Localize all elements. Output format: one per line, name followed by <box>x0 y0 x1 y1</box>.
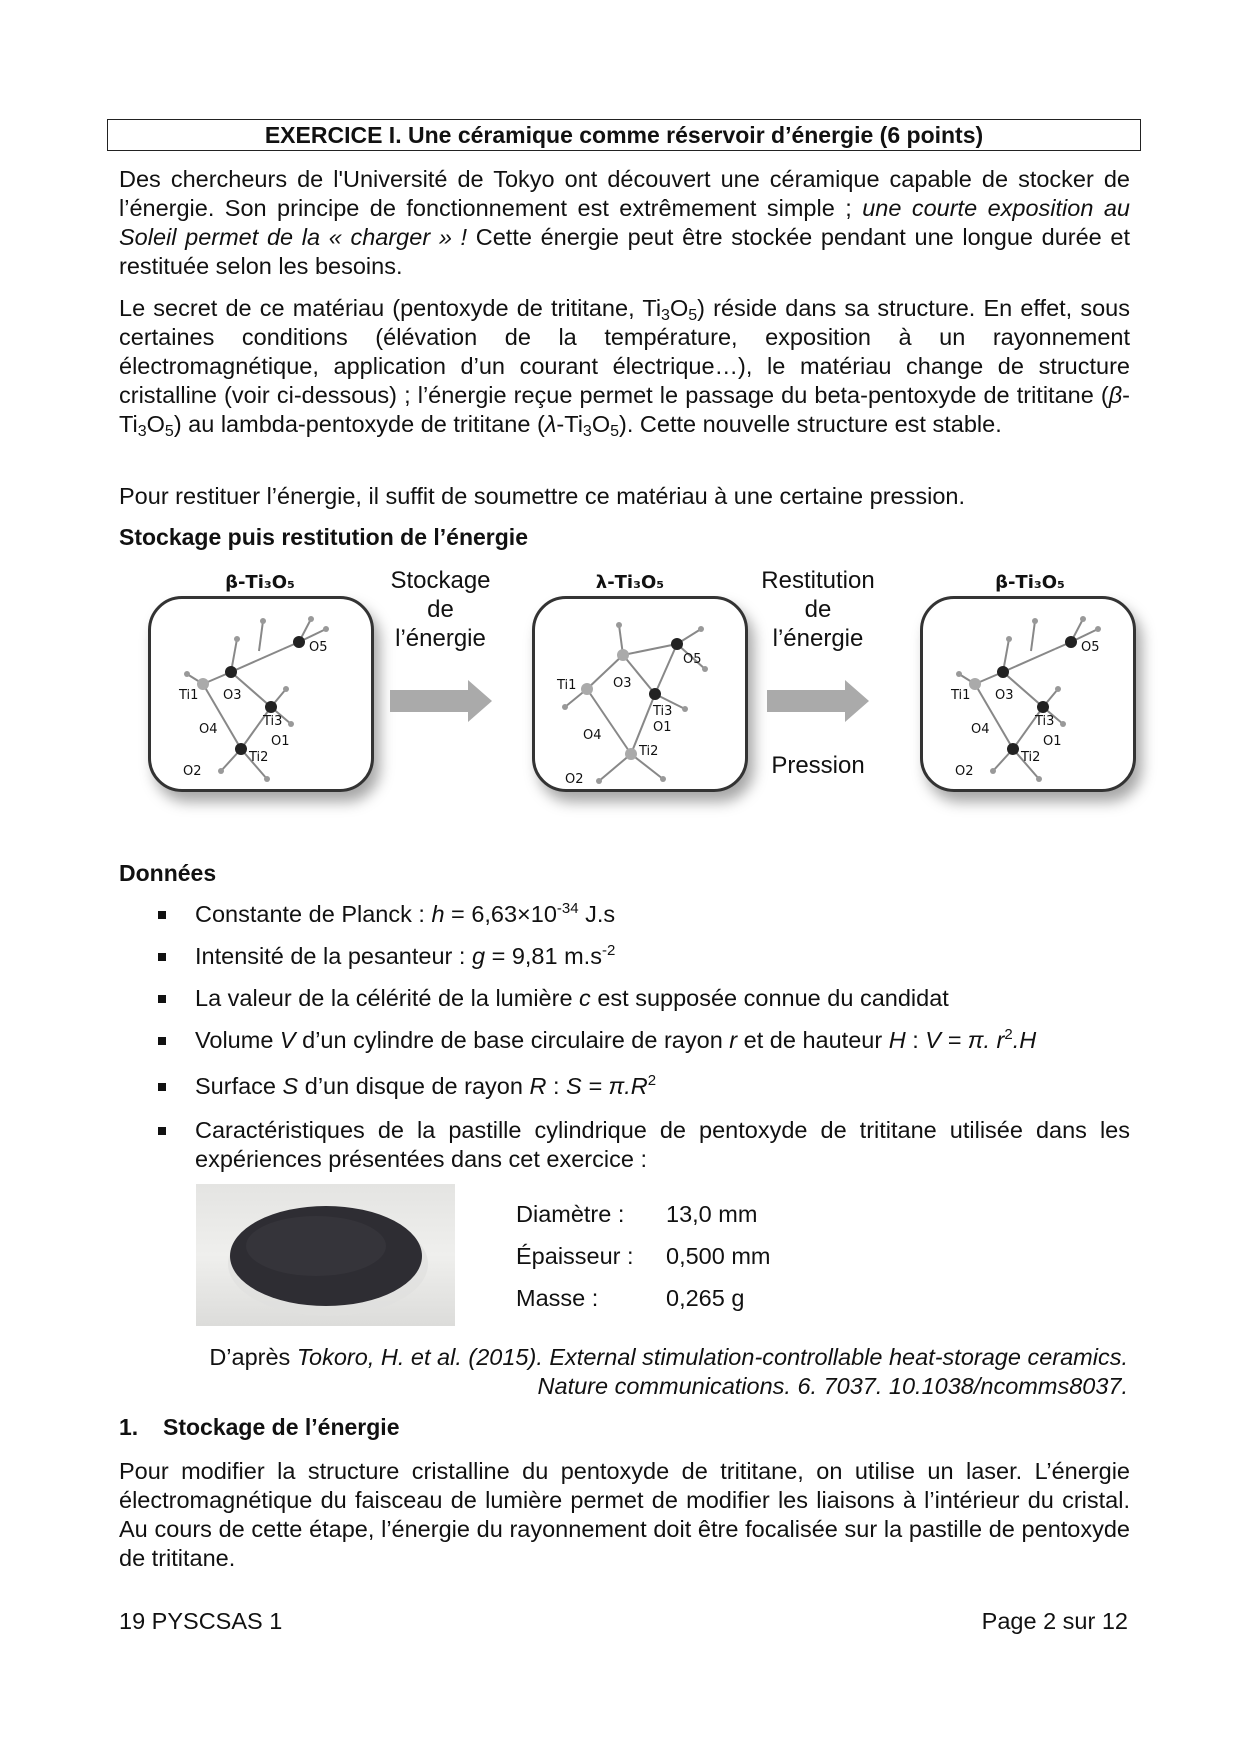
panel3-label: β-Ti₃O₅ <box>995 572 1065 593</box>
atom-label-o3: O3 <box>223 688 242 703</box>
atom-label-ti2: Ti2 <box>249 750 269 765</box>
atom-label-ti1: Ti1 <box>179 688 199 703</box>
atom-label-o4: O4 <box>199 722 218 737</box>
atom-label-ti3: Ti3 <box>263 714 283 729</box>
list-item: Volume V d’un cylindre de base circulaire de rayon r et de hauteur H : V = π. $r^2.H$ <box>158 1026 1130 1072</box>
arrow2-caption: Restitution de l’énergie <box>761 567 875 652</box>
atom-label-ti2: Ti2 <box>1021 750 1041 765</box>
page-number: Page 2 sur 12 <box>981 1608 1128 1634</box>
atom-label-o4: O4 <box>583 728 602 743</box>
pastille-row-epaisseur: Épaisseur : 0,500 mm <box>516 1243 771 1269</box>
atom-label-ti1: Ti1 <box>951 688 971 703</box>
exercise-title: EXERCICE I. Une céramique comme réservoir d’énergie (6 points) <box>107 119 1141 151</box>
right-arrow-icon <box>390 680 492 722</box>
structure-panel-beta-2 <box>920 596 1136 792</box>
atom-label-ti2: Ti2 <box>639 744 659 759</box>
atom-label-ti3: Ti3 <box>1035 714 1055 729</box>
list-item: La valeur de la célérité de la lumière c est supposée connue du candidat <box>158 984 1130 1026</box>
atom-label-o4: O4 <box>971 722 990 737</box>
pastille-row-diametre: Diamètre : 13,0 mm <box>516 1201 758 1227</box>
ceramic-pellet-icon <box>196 1184 455 1326</box>
arrow1-caption: Stockage de l’énergie <box>390 567 491 652</box>
pastille-row-masse: Masse : 0,265 g <box>516 1285 745 1311</box>
atom-label-ti3: Ti3 <box>653 704 673 719</box>
pressure-label: Pression <box>771 752 865 779</box>
list-item: Constante de Planck : $h = 6,63\times 10^{-34}$ J.s <box>158 900 1130 942</box>
intro-paragraph-3: Pour restituer l’énergie, il suffit de soumettre ce matériau à une certaine pression. <box>119 483 965 509</box>
figure-heading: Stockage puis restitution de l’énergie <box>119 524 528 550</box>
section1-text: Pour modifier la structure cristalline du pentoxyde de trititane, on utilise un laser. L’énergie électromagnétique du faisceau de lumière permet de modifier les liaisons à l’intérieur du cristal. Au cours de cette étape, l’énergie du rayonnement doit être focalisée sur la pastille de pentoxyde de trititane. <box>119 1458 1130 1571</box>
footer-code: 19 PYSCSAS 1 <box>119 1608 283 1634</box>
crystal-structure-icon <box>923 599 1133 789</box>
atom-label-o5: O5 <box>683 652 702 667</box>
donnees-heading: Données <box>119 860 217 886</box>
atom-label-o2: O2 <box>955 764 974 779</box>
right-arrow-icon <box>767 680 869 722</box>
atom-label-o2: O2 <box>565 772 584 787</box>
donnees-list <box>158 900 1130 1174</box>
section1-heading: 1. Stockage de l’énergie <box>119 1414 400 1440</box>
atom-label-ti1: Ti1 <box>557 678 577 693</box>
atom-label-o1: O1 <box>271 734 290 749</box>
intro-paragraph-1: Des chercheurs de l'Université de Tokyo ont découvert une céramique capable de stocker de l’énergie. Son principe de fonctionnement est extrêmement simple ; une courte exposition au Soleil permet de la « charger » ! Cette énergie peut être stockée pendant une longue durée et restituée selon les besoins. <box>119 166 1130 279</box>
atom-label-o5: O5 <box>309 640 328 655</box>
pastille-photo <box>196 1184 455 1326</box>
atom-label-o1: O1 <box>653 720 672 735</box>
atom-label-o2: O2 <box>183 764 202 779</box>
atom-label-o3: O3 <box>613 676 632 691</box>
structure-panel-lambda <box>532 596 748 792</box>
atom-label-o5: O5 <box>1081 640 1100 655</box>
panel1-label: β-Ti₃O₅ <box>225 572 295 593</box>
list-item: Caractéristiques de la pastille cylindrique de pentoxyde de trititane utilisée dans les expériences présentées dans cet exercice : <box>158 1116 1130 1174</box>
list-item: Intensité de la pesanteur : g = 9,81 $m.s^{-2}$ <box>158 942 1130 984</box>
intro-paragraph-2: Le secret de ce matériau (pentoxyde de trititane, $Ti_3O_5$) réside dans sa structure. En effet, sous certaines conditions (élévation de la température, exposition à un rayonnement électromagnétique, application d’un courant électrique…), le matériau change de structure cristalline (voir ci-dessous) ; l’énergie reçue permet le passage du beta-pentoxyde de trititane $(\beta-Ti_3O_5)$ au lambda-pentoxyde de trititane $(\lambda-Ti_3O_5)$. Cette nouvelle structure est stable. <box>119 295 1130 440</box>
list-item: Surface S d’un disque de rayon R : $S = \pi.R^2$ <box>158 1072 1130 1116</box>
atom-label-o3: O3 <box>995 688 1014 703</box>
atom-label-o1: O1 <box>1043 734 1062 749</box>
crystal-structure-icon <box>535 599 745 789</box>
crystal-structure-icon <box>151 599 371 789</box>
citation: D’après Tokoro, H. et al. (2015). External stimulation-controllable heat-storage ceramics. Nature communications. 6. 7037. 10.1038/ncomms8037. <box>209 1344 1128 1399</box>
panel2-label: λ-Ti₃O₅ <box>595 572 665 593</box>
structure-panel-beta-1 <box>148 596 374 792</box>
